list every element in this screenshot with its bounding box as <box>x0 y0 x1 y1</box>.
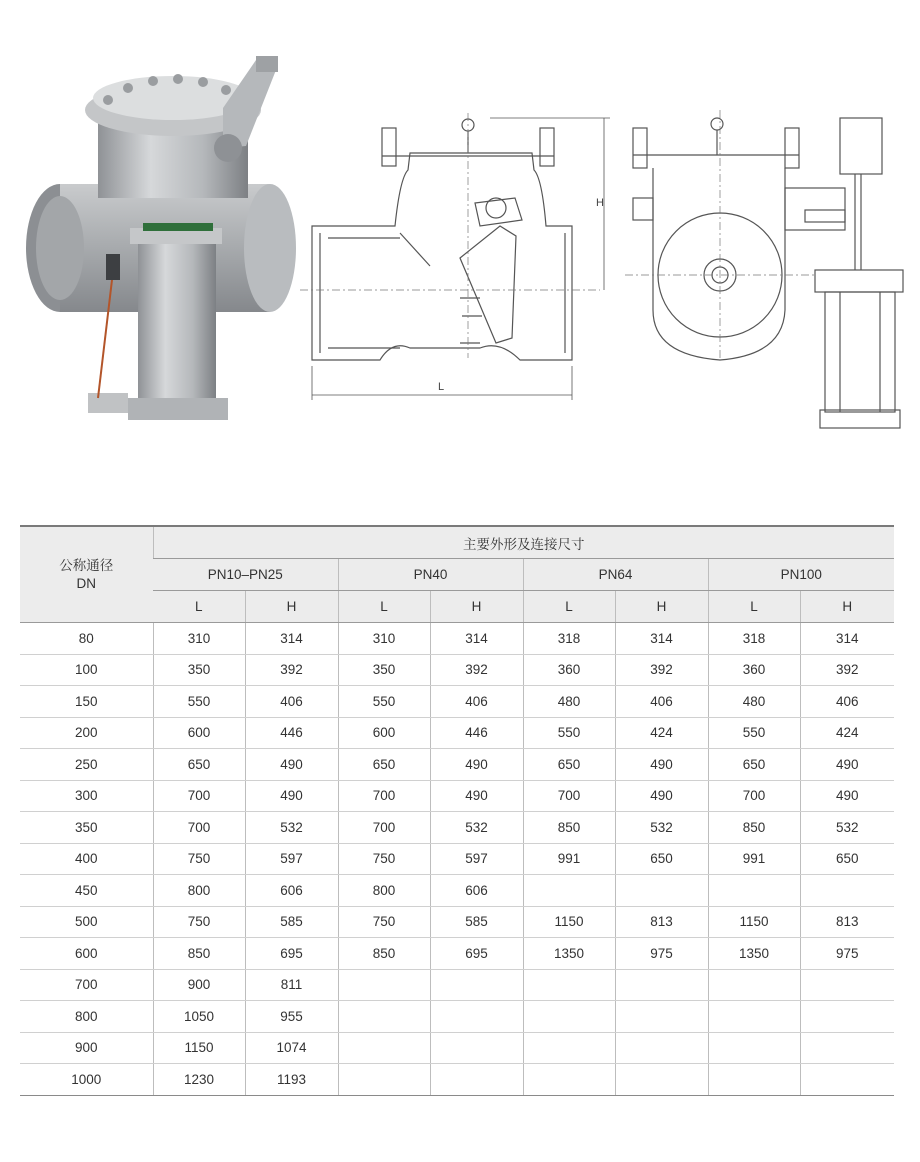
dimension-cell: 532 <box>615 812 708 844</box>
dimension-cell <box>523 1064 615 1096</box>
group-header-pn10-pn25: PN10–PN25 <box>153 559 338 591</box>
dimension-cell: 650 <box>153 749 245 781</box>
dimension-cell <box>615 1032 708 1064</box>
dimension-cell <box>800 875 894 907</box>
group-header-pn40: PN40 <box>338 559 523 591</box>
dn-cell: 250 <box>20 749 153 781</box>
dimension-cell: 424 <box>800 717 894 749</box>
dimension-cell: 1150 <box>523 906 615 938</box>
table-body <box>20 623 894 1096</box>
dimension-cell: 490 <box>615 780 708 812</box>
dimension-cell: 600 <box>338 717 430 749</box>
dimension-cell <box>430 969 523 1001</box>
dimension-cell: 700 <box>338 780 430 812</box>
table-row <box>20 1064 894 1096</box>
dimension-cell <box>523 969 615 1001</box>
dimension-cell: 700 <box>153 812 245 844</box>
dn-cell: 600 <box>20 938 153 970</box>
dimension-cell: 392 <box>615 654 708 686</box>
dn-cell: 500 <box>20 906 153 938</box>
dimension-cell <box>800 1001 894 1033</box>
dimension-cell: 650 <box>615 843 708 875</box>
dimension-cell: 490 <box>615 749 708 781</box>
dn-cell: 700 <box>20 969 153 1001</box>
front-section-drawing <box>300 108 615 408</box>
table-row <box>20 969 894 1001</box>
dimension-cell: 695 <box>430 938 523 970</box>
dimension-cell: 600 <box>153 717 245 749</box>
side-section-drawing <box>625 110 910 445</box>
dimension-cell: 850 <box>153 938 245 970</box>
sub-header-l: L <box>153 591 245 623</box>
dimension-cell: 490 <box>800 749 894 781</box>
dimension-cell: 490 <box>430 749 523 781</box>
dimension-cell: 310 <box>153 623 245 655</box>
dimension-cell: 480 <box>523 686 615 718</box>
dimension-cell: 550 <box>708 717 800 749</box>
dimension-cell: 700 <box>153 780 245 812</box>
dimension-cell: 813 <box>615 906 708 938</box>
dn-header-cn: 公称通径 <box>59 557 114 573</box>
table-row <box>20 717 894 749</box>
sub-header-h: H <box>615 591 708 623</box>
dimension-cell: 310 <box>338 623 430 655</box>
dimension-cell: 532 <box>245 812 338 844</box>
dimension-cell: 406 <box>615 686 708 718</box>
table-row <box>20 623 894 655</box>
dimension-cell: 406 <box>430 686 523 718</box>
dimension-cell <box>708 1032 800 1064</box>
dimension-cell <box>800 1064 894 1096</box>
table-row <box>20 906 894 938</box>
dimension-cell: 975 <box>615 938 708 970</box>
dimension-cell: 606 <box>245 875 338 907</box>
dimension-cell <box>523 875 615 907</box>
dimension-cell: 490 <box>430 780 523 812</box>
dimension-cell: 700 <box>338 812 430 844</box>
dimension-cell: 585 <box>245 906 338 938</box>
group-header-pn64: PN64 <box>523 559 708 591</box>
table-row <box>20 780 894 812</box>
dimension-cell: 750 <box>338 843 430 875</box>
dimension-cell: 597 <box>245 843 338 875</box>
dimension-cell: 850 <box>523 812 615 844</box>
dimension-table <box>20 525 894 1096</box>
dimension-cell: 314 <box>245 623 338 655</box>
dimension-cell: 350 <box>153 654 245 686</box>
dimension-cell: 606 <box>430 875 523 907</box>
dimension-cell: 700 <box>708 780 800 812</box>
dimension-cell: 1350 <box>708 938 800 970</box>
dimension-cell: 424 <box>615 717 708 749</box>
dimension-cell: 650 <box>523 749 615 781</box>
dimension-cell: 532 <box>430 812 523 844</box>
sub-header-l: L <box>708 591 800 623</box>
dimension-cell <box>430 1032 523 1064</box>
dimension-cell: 360 <box>708 654 800 686</box>
dn-cell: 400 <box>20 843 153 875</box>
table-row <box>20 654 894 686</box>
dimension-cell <box>708 875 800 907</box>
dimension-cell: 392 <box>430 654 523 686</box>
dimension-cell: 811 <box>245 969 338 1001</box>
dn-cell: 800 <box>20 1001 153 1033</box>
dn-cell: 300 <box>20 780 153 812</box>
dimension-cell <box>430 1064 523 1096</box>
dimension-cell: 480 <box>708 686 800 718</box>
valve-photo <box>18 48 298 438</box>
dimension-cell <box>338 1001 430 1033</box>
dimension-cell <box>615 875 708 907</box>
dimension-cell: 550 <box>338 686 430 718</box>
sub-header-l: L <box>523 591 615 623</box>
dimension-cell: 446 <box>245 717 338 749</box>
sub-header-l: L <box>338 591 430 623</box>
dn-cell: 350 <box>20 812 153 844</box>
dimension-cell <box>708 969 800 1001</box>
dn-cell: 80 <box>20 623 153 655</box>
dimension-cell <box>338 969 430 1001</box>
dimension-cell: 750 <box>153 906 245 938</box>
dim-l-label: L <box>438 381 445 393</box>
dn-cell: 200 <box>20 717 153 749</box>
dimension-cell: 1050 <box>153 1001 245 1033</box>
table-row <box>20 749 894 781</box>
dn-header-en: DN <box>76 575 96 591</box>
dimension-cell: 900 <box>153 969 245 1001</box>
dn-cell: 1000 <box>20 1064 153 1096</box>
dimension-cell: 650 <box>338 749 430 781</box>
dimension-cell: 1193 <box>245 1064 338 1096</box>
dimension-cell <box>523 1032 615 1064</box>
dimension-cell: 1230 <box>153 1064 245 1096</box>
dimension-cell: 490 <box>245 749 338 781</box>
dimension-cell: 350 <box>338 654 430 686</box>
dimension-cell <box>615 1001 708 1033</box>
sub-header-h: H <box>245 591 338 623</box>
dn-cell: 150 <box>20 686 153 718</box>
dimension-cell: 991 <box>708 843 800 875</box>
table-row <box>20 812 894 844</box>
dimension-cell: 800 <box>153 875 245 907</box>
dimension-cell <box>430 1001 523 1033</box>
figures-area <box>0 0 920 500</box>
dimension-cell: 392 <box>800 654 894 686</box>
dimension-cell: 1350 <box>523 938 615 970</box>
dimension-cell: 318 <box>708 623 800 655</box>
dimension-cell: 446 <box>430 717 523 749</box>
table-row <box>20 1032 894 1064</box>
dimension-cell <box>338 1032 430 1064</box>
dimension-cell: 700 <box>523 780 615 812</box>
dimension-cell: 1150 <box>153 1032 245 1064</box>
dimension-cell: 1074 <box>245 1032 338 1064</box>
dimension-cell: 314 <box>430 623 523 655</box>
dimension-cell: 532 <box>800 812 894 844</box>
dimension-cell <box>615 969 708 1001</box>
table-row <box>20 938 894 970</box>
dimension-cell: 850 <box>708 812 800 844</box>
dn-cell: 900 <box>20 1032 153 1064</box>
dimension-cell: 597 <box>430 843 523 875</box>
dimension-cell: 750 <box>338 906 430 938</box>
dimension-cell: 314 <box>800 623 894 655</box>
dimension-cell <box>708 1064 800 1096</box>
dimension-cell <box>708 1001 800 1033</box>
sub-header-h: H <box>430 591 523 623</box>
table-row <box>20 686 894 718</box>
dimension-cell: 1150 <box>708 906 800 938</box>
dimension-cell: 750 <box>153 843 245 875</box>
dimension-cell: 550 <box>153 686 245 718</box>
dimension-cell: 585 <box>430 906 523 938</box>
table-row <box>20 875 894 907</box>
dim-h-label: H <box>596 197 604 209</box>
dimension-cell: 800 <box>338 875 430 907</box>
dn-header-cell <box>20 526 153 623</box>
dimension-cell: 975 <box>800 938 894 970</box>
dimension-cell: 550 <box>523 717 615 749</box>
table-row <box>20 1001 894 1033</box>
dimension-cell: 850 <box>338 938 430 970</box>
sub-header-h: H <box>800 591 894 623</box>
group-header-pn100: PN100 <box>708 559 894 591</box>
dimension-cell: 650 <box>800 843 894 875</box>
table-row <box>20 843 894 875</box>
dimension-cell: 406 <box>245 686 338 718</box>
dimension-cell <box>615 1064 708 1096</box>
dimension-cell: 650 <box>708 749 800 781</box>
dimension-cell: 695 <box>245 938 338 970</box>
dimension-cell: 991 <box>523 843 615 875</box>
dimension-cell <box>800 1032 894 1064</box>
dn-cell: 100 <box>20 654 153 686</box>
dn-cell: 450 <box>20 875 153 907</box>
dimension-cell: 406 <box>800 686 894 718</box>
dimension-cell <box>338 1064 430 1096</box>
dimension-cell <box>523 1001 615 1033</box>
dimension-cell: 955 <box>245 1001 338 1033</box>
dimension-cell: 360 <box>523 654 615 686</box>
dimension-cell: 813 <box>800 906 894 938</box>
dimension-cell <box>800 969 894 1001</box>
main-dimensions-header: 主要外形及连接尺寸 <box>153 526 894 559</box>
dimension-cell: 490 <box>800 780 894 812</box>
dimension-cell: 490 <box>245 780 338 812</box>
dimension-cell: 314 <box>615 623 708 655</box>
dimension-cell: 392 <box>245 654 338 686</box>
dimension-cell: 318 <box>523 623 615 655</box>
